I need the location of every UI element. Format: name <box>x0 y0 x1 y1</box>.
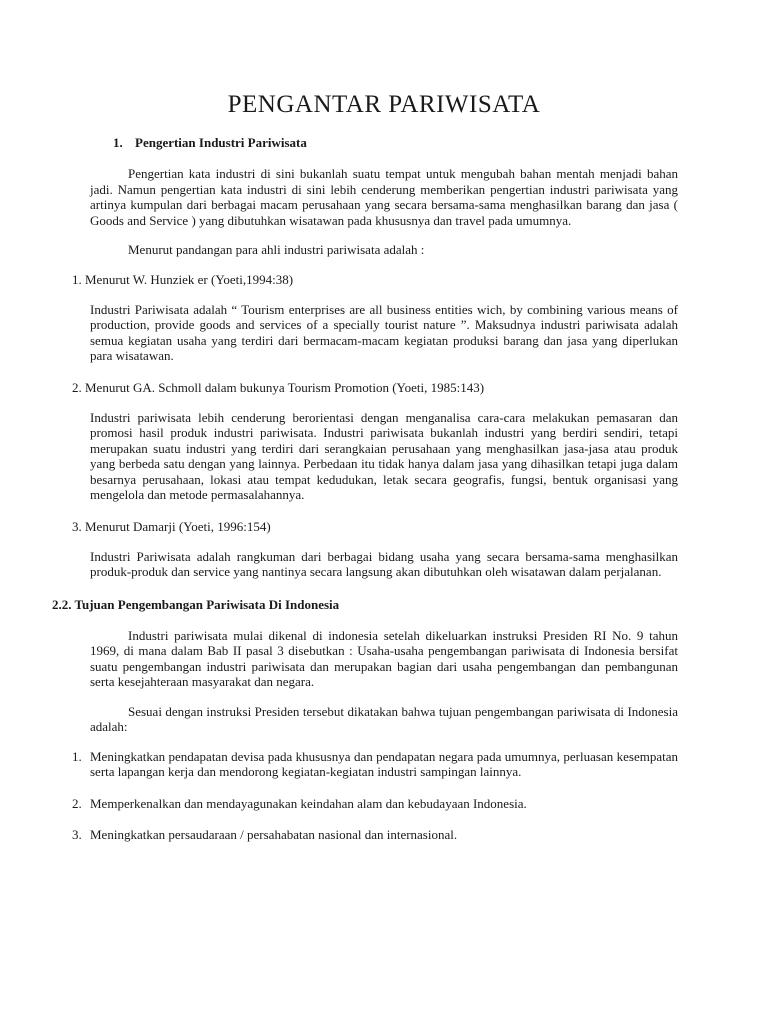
expert-1-text: Industri Pariwisata adalah “ Tourism enterprises are all business entities wich, by combining various means of production, provide goods and services of a specially tourist nature ”. Maksudnya industri pariwisata adalah semua kegiatan usaha yang terdiri dari bermacam-macam kegiatan produksi barang dan jasa yang diperlukan para wisatawan. <box>90 301 678 363</box>
goal-2-marker: 2. <box>72 795 82 811</box>
section-2-paragraph-1: Industri pariwisata mulai dikenal di indonesia setelah dikeluarkan instruksi Presiden RI No. 9 tahun 1969, di mana dalam Bab II pasal 3 disebutkan : Usaha-usaha pengembangan pariwisata di Indonesia bersifat suatu pengembangan industri pariwisata dan merupakan bagian dari usaha pengembangan dan pembangunan serta kesejahteraan masyarakat dan negara. <box>90 627 678 689</box>
section-2-paragraph-2: Sesuai dengan instruksi Presiden tersebut dikatakan bahwa tujuan pengembangan pariwisata di Indonesia adalah: <box>90 703 678 734</box>
goal-3-text: Meningkatkan persaudaraan / persahabatan nasional dan internasional. <box>90 827 458 842</box>
goal-item <box>72 748 678 780</box>
section-2-heading: 2.2. Tujuan Pengembangan Pariwisata Di Indonesia <box>52 596 340 612</box>
document-title: PENGANTAR PARIWISATA <box>227 91 541 118</box>
goals-list <box>72 748 678 843</box>
goal-1-text: Meningkatkan pendapatan devisa pada khususnya dan pendapatan negara pada umumnya, perluasan kesempatan serta lapangan kerja dan mendorong kegiatan-kegiatan industri sampingan lainnya. <box>90 748 678 779</box>
expert-2-text: Industri pariwisata lebih cenderung berorientasi dengan menganalisa cara-cara melakukan pemasaran dan promosi hasil produk industri pariwisata. Industri pariwisata bukanlah industri yang berdiri sendiri, tetapi merupakan suatu industri yang terdiri dari serangkaian perusahaan yang menghasilkan jasa-jasa atau produk yang berbeda satu dengan yang lainnya. Perbedaan itu tidak hanya dalam jasa yang dihasilkan tetapi juga dalam besarnya perusahaan, lokasi atau tempat kedudukan, letak secara geografis, fungsi, bentuk organisasi yang mengelola dan metode permasalahannya. <box>90 409 678 502</box>
section-1-paragraph-1: Pengertian kata industri di sini bukanlah suatu tempat untuk mengubah bahan mentah menjadi bahan jadi. Namun pengertian kata industri di sini lebih cenderung memberikan pengertian industri pariwisata yang artinya kumpulan dari berbagai macam perusahaan yang secara bersama-sama menghasilkan barang dan jasa ( Goods and Service ) yang dibutuhkan wisatawan pada khususnya dan travel pada umumnya. <box>90 166 678 228</box>
goal-3-marker: 3. <box>72 827 82 842</box>
expert-3-text: Industri Pariwisata adalah rangkuman dari berbagai bidang usaha yang secara bersama-sama menghasilkan produk-produk dan service yang nantinya secara langsung akan dibutuhkan oleh wisatawan dalam perjalanan. <box>90 548 678 579</box>
goal-1-marker: 1. <box>72 748 82 764</box>
section-1-heading <box>113 134 678 152</box>
expert-3-label: 3. Menurut Damarji (Yoeti, 1996:154) <box>72 518 271 534</box>
section-1-paragraph-2: Menurut pandangan para ahli industri pariwisata adalah : <box>128 242 425 257</box>
goal-item <box>72 827 678 843</box>
expert-2-label: 2. Menurut GA. Schmoll dalam bukunya Tourism Promotion (Yoeti, 1985:143) <box>72 379 485 395</box>
section-1-heading-text: Pengertian Industri Pariwisata <box>135 135 307 150</box>
goal-2-text: Memperkenalkan dan mendayagunakan keindahan alam dan kebudayaan Indonesia. <box>90 795 527 811</box>
section-1-number: 1. <box>113 135 123 150</box>
expert-1-label: 1. Menurut W. Hunziek er (Yoeti,1994:38) <box>72 271 294 287</box>
goal-item <box>72 795 678 812</box>
